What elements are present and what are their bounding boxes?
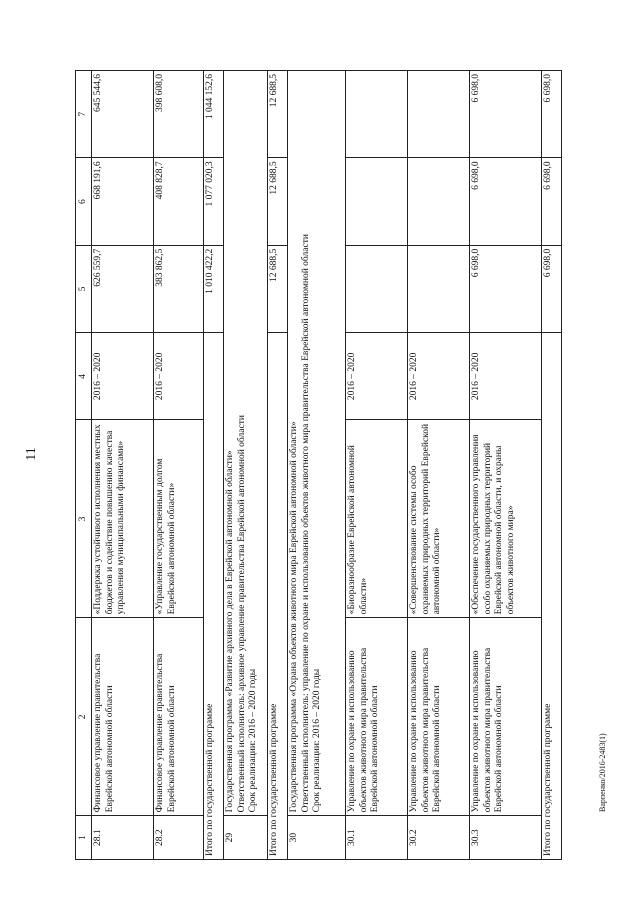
row-number: 30.3	[470, 816, 542, 860]
total-label: Итого по государственной программе	[542, 333, 562, 860]
row-number: 30.1	[346, 816, 408, 860]
table-row	[92, 71, 154, 860]
program-number: 29	[224, 816, 268, 860]
value-cell: 398 608,0	[154, 71, 204, 158]
program-executor: Ответственный исполнитель: архивное управление правительства Еврейской автономной области	[236, 415, 247, 813]
total-label: Итого по государственной программе	[204, 333, 224, 860]
table-row	[470, 71, 542, 860]
total-value: 1 077 020,3	[204, 158, 224, 245]
program-title: Государственная программа «Охрана объектов животного мира Еврейской автономной области»	[289, 421, 299, 813]
document-code: Варпенко/2016-2483(1)	[598, 733, 607, 812]
value-cell: 626 559,7	[92, 245, 154, 332]
header-cell: 1	[76, 816, 92, 860]
executor-cell: Управление по охране и использованию объектов животного мира правительства Еврейской автономной области	[346, 618, 408, 816]
program-row	[224, 71, 268, 860]
program-period: Срок реализации: 2016 – 2020 годы	[248, 668, 258, 813]
page-number: 11	[24, 447, 39, 461]
value-cell	[408, 158, 470, 245]
total-value: 6 698,0	[542, 71, 562, 158]
total-value: 6 698,0	[542, 245, 562, 332]
program-title: Государственная программа «Развитие архивного дела в Еврейской автономной области»	[225, 450, 235, 813]
period-cell: 2016 – 2020	[470, 333, 542, 420]
value-cell: 6 698,0	[470, 158, 542, 245]
value-cell	[346, 158, 408, 245]
total-value: 12 688,5	[268, 71, 288, 158]
executor-cell: Управление по охране и использованию объектов животного мира правительства Еврейской автономной области	[470, 618, 542, 816]
subprogram-cell: «Совершенствование системы особо охраняемых природных территорий Еврейской автономной области»	[408, 420, 470, 618]
total-value: 12 688,5	[268, 245, 288, 332]
value-cell	[346, 245, 408, 332]
value-cell: 383 862,5	[154, 245, 204, 332]
total-value: 1 010 422,2	[204, 245, 224, 332]
table-row	[408, 71, 470, 860]
period-cell: 2016 – 2020	[154, 333, 204, 420]
value-cell: 6 698,0	[470, 71, 542, 158]
value-cell: 668 191,6	[92, 158, 154, 245]
total-label: Итого по государственной программе	[268, 333, 288, 860]
header-cell: 3	[76, 420, 92, 618]
table-row	[346, 71, 408, 860]
executor-cell: Финансовое управление правительства Еврейской автономной области	[154, 618, 204, 816]
program-number: 30	[288, 816, 346, 860]
program-description	[288, 71, 346, 816]
table-row	[154, 71, 204, 860]
value-cell	[346, 71, 408, 158]
value-cell: 408 828,7	[154, 158, 204, 245]
budget-table	[75, 70, 562, 860]
program-period: Срок реализации: 2016 – 2020 годы	[312, 668, 322, 813]
total-value: 6 698,0	[542, 158, 562, 245]
period-cell: 2016 – 2020	[92, 333, 154, 420]
program-description	[224, 71, 268, 816]
total-row	[268, 71, 288, 860]
executor-cell: Управление по охране и использованию объектов животного мира правительства Еврейской автономной области	[408, 618, 470, 816]
header-cell: 7	[76, 71, 92, 158]
header-cell: 4	[76, 333, 92, 420]
program-executor: Ответственный исполнитель: управление по охране и использованию объектов животного мира правительства Еврейской автономной области	[300, 234, 311, 813]
header-row	[76, 71, 92, 860]
header-cell: 5	[76, 245, 92, 332]
rotated-table-container	[75, 70, 572, 860]
total-value: 1 044 152,6	[204, 71, 224, 158]
total-row	[542, 71, 562, 860]
subprogram-cell: «Поддержка устойчивого исполнения местных бюджетов и содействие повышению качества управления муниципальными финансами»	[92, 420, 154, 618]
value-cell: 645 544,6	[92, 71, 154, 158]
value-cell	[408, 245, 470, 332]
period-cell: 2016 – 2020	[408, 333, 470, 420]
row-number: 28.1	[92, 816, 154, 860]
total-row	[204, 71, 224, 860]
total-value: 12 688,5	[268, 158, 288, 245]
value-cell	[408, 71, 470, 158]
header-cell: 6	[76, 158, 92, 245]
subprogram-cell: «Биоразнообразие Еврейской автономной области»	[346, 420, 408, 618]
program-row	[288, 71, 346, 860]
subprogram-cell: «Обеспечение государственного управления особо охраняемых природных территорий Еврейской автономной области, и охраны объектов животного мира»	[470, 420, 542, 618]
row-number: 30.2	[408, 816, 470, 860]
period-cell: 2016 – 2020	[346, 333, 408, 420]
row-number: 28.2	[154, 816, 204, 860]
subprogram-cell: «Управление государственным долгом Еврейской автономной области»	[154, 420, 204, 618]
header-cell: 2	[76, 618, 92, 816]
value-cell: 6 698,0	[470, 245, 542, 332]
executor-cell: Финансовое управление правительства Еврейской автономной области	[92, 618, 154, 816]
